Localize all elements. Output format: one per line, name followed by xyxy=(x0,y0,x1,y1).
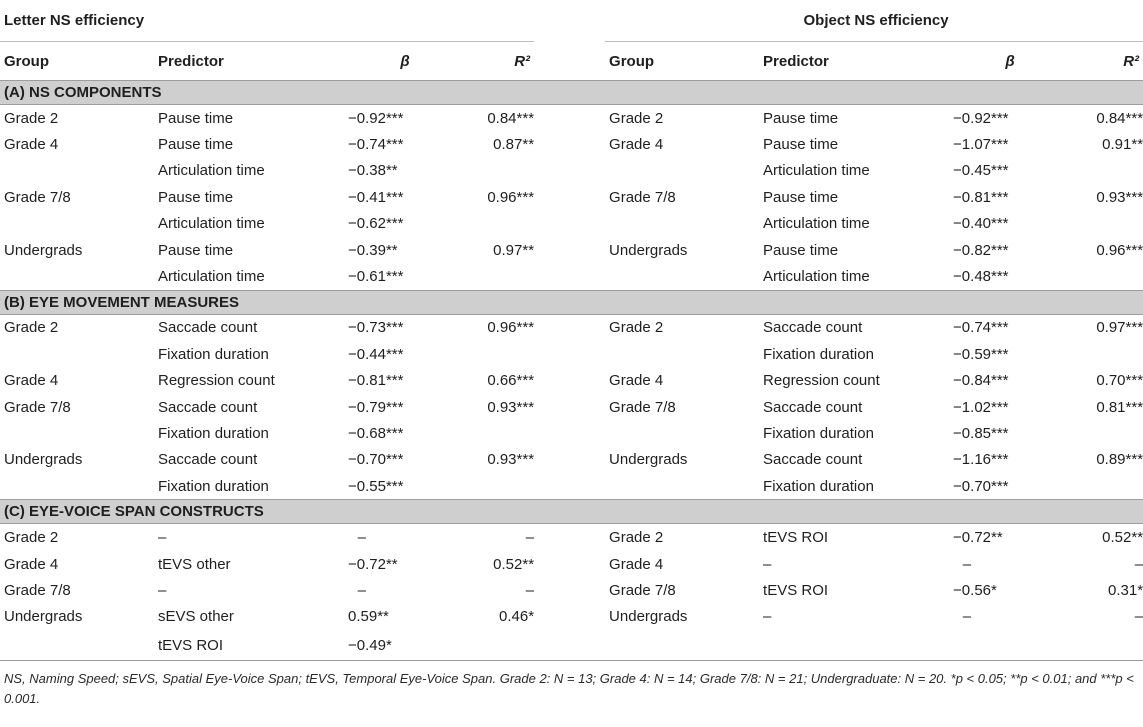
letter-beta: −0.49* xyxy=(344,630,462,661)
letter-r2 xyxy=(462,158,534,184)
letter-group xyxy=(0,630,154,661)
letter-predictor: Pause time xyxy=(158,241,234,259)
letter-r2: 0.46* xyxy=(499,608,535,626)
object-group: Grade 7/8 xyxy=(609,188,676,206)
letter-predictor: Pause time xyxy=(158,136,234,154)
object-predictor: tEVS ROI xyxy=(763,529,829,547)
object-group: Undergrads xyxy=(609,451,688,469)
letter-beta: – xyxy=(357,529,366,547)
object-r2: – xyxy=(1134,555,1143,573)
object-group xyxy=(605,341,759,367)
table-row xyxy=(0,131,1143,157)
object-beta: – xyxy=(962,555,972,573)
object-beta: −0.72** xyxy=(953,529,1003,547)
letter-group xyxy=(0,211,154,237)
object-beta xyxy=(949,630,1067,661)
letter-predictor: Fixation duration xyxy=(158,477,269,495)
object-group: Grade 2 xyxy=(609,529,664,547)
column-gap xyxy=(534,263,605,290)
letter-group: Grade 2 xyxy=(4,319,59,337)
letter-r2 xyxy=(462,341,534,367)
letter-r2: 0.66*** xyxy=(487,372,535,390)
object-beta: – xyxy=(962,608,972,626)
table-row xyxy=(0,237,1143,263)
object-predictor: Articulation time xyxy=(763,162,870,180)
object-beta: −0.70*** xyxy=(953,477,1009,495)
letter-r2: 0.97** xyxy=(493,241,535,259)
letter-group xyxy=(0,263,154,290)
header-r2-object: R² xyxy=(1067,42,1143,81)
letter-predictor: Saccade count xyxy=(158,319,258,337)
letter-beta: −0.38** xyxy=(348,162,398,180)
letter-r2: 0.93*** xyxy=(487,451,535,469)
object-beta: −1.02*** xyxy=(953,398,1009,416)
column-gap xyxy=(534,604,605,630)
letter-group: Undergrads xyxy=(4,451,83,469)
object-group: Grade 2 xyxy=(609,319,664,337)
letter-r2: – xyxy=(525,529,535,547)
object-group: Grade 4 xyxy=(609,372,664,390)
table-row xyxy=(0,263,1143,290)
object-r2 xyxy=(1067,473,1143,500)
letter-group: Grade 7/8 xyxy=(4,581,71,599)
letter-predictor: Articulation time xyxy=(158,162,265,180)
object-r2: 0.81*** xyxy=(1096,398,1143,416)
header-beta-object: β xyxy=(949,42,1067,81)
object-r2 xyxy=(1067,630,1143,661)
column-gap xyxy=(534,551,605,577)
table-row xyxy=(0,420,1143,446)
object-r2 xyxy=(1067,420,1143,446)
object-r2 xyxy=(1067,263,1143,290)
column-gap xyxy=(534,524,605,551)
object-r2: 0.84*** xyxy=(1096,109,1143,127)
letter-predictor: tEVS other xyxy=(158,555,231,573)
letter-predictor: Pause time xyxy=(158,188,234,206)
object-group: Grade 4 xyxy=(609,555,664,573)
object-predictor: Articulation time xyxy=(763,268,870,286)
letter-predictor: tEVS ROI xyxy=(154,630,344,661)
object-group: Undergrads xyxy=(609,241,688,259)
letter-r2: 0.96*** xyxy=(487,188,535,206)
table-row xyxy=(0,105,1143,132)
letter-group: Grade 7/8 xyxy=(4,398,71,416)
object-r2: 0.96*** xyxy=(1096,241,1143,259)
table-row xyxy=(0,368,1143,394)
object-group: Grade 4 xyxy=(609,136,664,154)
object-beta: −0.74*** xyxy=(953,319,1009,337)
object-beta: −0.84*** xyxy=(953,372,1009,390)
table-row xyxy=(0,524,1143,551)
section-title: (A) NS COMPONENTS xyxy=(0,81,1143,105)
object-r2: 0.97*** xyxy=(1096,319,1143,337)
column-header-row xyxy=(0,42,1143,81)
letter-group: Grade 4 xyxy=(4,555,59,573)
letter-beta: −0.81*** xyxy=(348,372,404,390)
letter-r2: – xyxy=(525,581,535,599)
letter-beta: −0.92*** xyxy=(348,109,404,127)
object-title: Object NS efficiency xyxy=(803,12,949,29)
header-beta-letter: β xyxy=(344,42,462,81)
object-predictor: Saccade count xyxy=(763,451,863,469)
letter-predictor: Articulation time xyxy=(158,268,265,286)
object-r2 xyxy=(1067,211,1143,237)
letter-title: Letter NS efficiency xyxy=(4,12,145,29)
letter-group: Grade 4 xyxy=(4,136,59,154)
object-beta: −0.48*** xyxy=(953,268,1009,286)
table-row xyxy=(0,604,1143,630)
object-group xyxy=(605,211,759,237)
letter-group: Grade 7/8 xyxy=(4,188,71,206)
header-predictor-letter: Predictor xyxy=(154,42,344,81)
letter-r2: 0.52** xyxy=(493,555,535,573)
table-row xyxy=(0,394,1143,420)
letter-r2 xyxy=(462,263,534,290)
object-r2: 0.52** xyxy=(1102,529,1143,547)
object-r2 xyxy=(1067,158,1143,184)
object-r2: – xyxy=(1134,608,1143,626)
object-beta: −0.56* xyxy=(953,581,997,599)
table-row xyxy=(0,314,1143,341)
table-row xyxy=(0,577,1143,603)
letter-r2: 0.93*** xyxy=(487,398,535,416)
object-beta: −0.92*** xyxy=(953,109,1009,127)
letter-group: Undergrads xyxy=(4,241,83,259)
column-gap xyxy=(534,131,605,157)
object-beta: −0.81*** xyxy=(953,188,1009,206)
letter-predictor: – xyxy=(158,581,167,599)
object-predictor: Pause time xyxy=(763,188,839,206)
letter-beta: – xyxy=(357,581,366,599)
object-group xyxy=(605,630,759,661)
object-group xyxy=(605,158,759,184)
letter-group xyxy=(0,473,154,500)
object-beta: −0.45*** xyxy=(953,162,1009,180)
column-gap xyxy=(534,211,605,237)
header-r2-letter: R² xyxy=(462,42,534,81)
section-header-row xyxy=(0,500,1143,524)
table-row xyxy=(0,630,1143,661)
letter-beta: −0.41*** xyxy=(348,188,404,206)
letter-predictor: Saccade count xyxy=(158,451,258,469)
object-beta: −0.40*** xyxy=(953,215,1009,233)
letter-group: Grade 2 xyxy=(4,529,59,547)
letter-beta: −0.74*** xyxy=(348,136,404,154)
column-gap xyxy=(534,341,605,367)
object-predictor: Saccade count xyxy=(763,319,863,337)
letter-group: Undergrads xyxy=(4,608,83,626)
object-predictor: Saccade count xyxy=(763,398,863,416)
letter-r2: 0.87** xyxy=(493,136,535,154)
object-predictor: tEVS ROI xyxy=(763,581,829,599)
object-r2: 0.31* xyxy=(1108,581,1143,599)
section-header-row xyxy=(0,81,1143,105)
object-beta: −0.59*** xyxy=(953,345,1009,363)
letter-group xyxy=(0,341,154,367)
object-predictor: Pause time xyxy=(763,241,839,259)
letter-beta: −0.70*** xyxy=(348,451,404,469)
column-gap xyxy=(534,420,605,446)
column-gap xyxy=(534,158,605,184)
letter-predictor: – xyxy=(158,529,167,547)
letter-r2 xyxy=(462,630,534,661)
letter-predictor: Saccade count xyxy=(158,398,258,416)
object-beta: −1.07*** xyxy=(953,136,1009,154)
column-gap xyxy=(534,314,605,341)
letter-predictor: Regression count xyxy=(158,372,275,390)
object-r2: 0.91** xyxy=(1102,136,1143,154)
object-r2 xyxy=(1067,341,1143,367)
table-row xyxy=(0,473,1143,500)
letter-beta: −0.39** xyxy=(348,241,398,259)
object-group xyxy=(605,420,759,446)
object-predictor: – xyxy=(763,555,772,573)
letter-beta: 0.59** xyxy=(348,608,389,626)
object-r2: 0.93*** xyxy=(1096,188,1143,206)
table-row xyxy=(0,211,1143,237)
table-row xyxy=(0,447,1143,473)
object-beta: −0.82*** xyxy=(953,241,1009,259)
column-gap xyxy=(534,237,605,263)
letter-group: Grade 2 xyxy=(4,109,59,127)
letter-group xyxy=(0,420,154,446)
object-r2: 0.89*** xyxy=(1096,451,1143,469)
object-group: Grade 2 xyxy=(609,109,664,127)
column-gap xyxy=(534,473,605,500)
column-gap xyxy=(534,105,605,132)
column-gap xyxy=(534,447,605,473)
table-row xyxy=(0,158,1143,184)
table-row xyxy=(0,184,1143,210)
letter-beta: −0.61*** xyxy=(348,268,404,286)
object-predictor: Pause time xyxy=(763,136,839,154)
object-group xyxy=(605,473,759,500)
object-predictor: Articulation time xyxy=(763,215,870,233)
object-group xyxy=(605,263,759,290)
object-predictor: Regression count xyxy=(763,372,880,390)
letter-predictor: Fixation duration xyxy=(158,424,269,442)
letter-beta: −0.44*** xyxy=(348,345,404,363)
header-group-object: Group xyxy=(605,42,759,81)
title-row xyxy=(0,0,1143,42)
column-gap xyxy=(534,630,605,661)
column-gap xyxy=(534,394,605,420)
object-predictor: – xyxy=(763,608,772,626)
table-row xyxy=(0,551,1143,577)
object-beta: −1.16*** xyxy=(953,451,1009,469)
letter-r2 xyxy=(462,420,534,446)
object-predictor: Fixation duration xyxy=(763,477,874,495)
letter-r2 xyxy=(462,211,534,237)
letter-predictor: sEVS other xyxy=(158,608,234,626)
letter-beta: −0.62*** xyxy=(348,215,404,233)
letter-predictor: Pause time xyxy=(158,109,234,127)
column-gap xyxy=(534,577,605,603)
letter-predictor: Fixation duration xyxy=(158,345,269,363)
column-gap xyxy=(534,184,605,210)
letter-group: Grade 4 xyxy=(4,372,59,390)
letter-r2: 0.96*** xyxy=(487,319,535,337)
header-predictor-object: Predictor xyxy=(759,42,949,81)
letter-beta: −0.72** xyxy=(348,555,398,573)
section-title: (C) EYE-VOICE SPAN CONSTRUCTS xyxy=(0,500,1143,524)
object-beta: −0.85*** xyxy=(953,424,1009,442)
header-group-letter: Group xyxy=(0,42,154,81)
object-predictor: Pause time xyxy=(763,109,839,127)
letter-beta: −0.55*** xyxy=(348,477,404,495)
section-title: (B) EYE MOVEMENT MEASURES xyxy=(0,290,1143,314)
object-predictor xyxy=(759,630,949,661)
letter-r2 xyxy=(462,473,534,500)
letter-predictor: Articulation time xyxy=(158,215,265,233)
column-gap xyxy=(534,368,605,394)
object-predictor: Fixation duration xyxy=(763,345,874,363)
object-group: Grade 7/8 xyxy=(609,398,676,416)
section-header-row xyxy=(0,290,1143,314)
table-row xyxy=(0,341,1143,367)
object-r2: 0.70*** xyxy=(1096,372,1143,390)
letter-beta: −0.73*** xyxy=(348,319,404,337)
table-footnote: NS, Naming Speed; sEVS, Spatial Eye-Voice Span; tEVS, Temporal Eye-Voice Span. Grade 2: N = 13; Grade 4: N = 14; Grade 7/8: N = 21; Undergraduate: N = 20. *p < 0.05; **p < 0.01; and ***p < 0.001. xyxy=(4,671,1134,706)
letter-beta: −0.79*** xyxy=(348,398,404,416)
object-group: Undergrads xyxy=(609,608,688,626)
letter-group xyxy=(0,158,154,184)
letter-beta: −0.68*** xyxy=(348,424,404,442)
letter-r2: 0.84*** xyxy=(487,109,535,127)
object-group: Grade 7/8 xyxy=(609,581,676,599)
object-predictor: Fixation duration xyxy=(763,424,874,442)
